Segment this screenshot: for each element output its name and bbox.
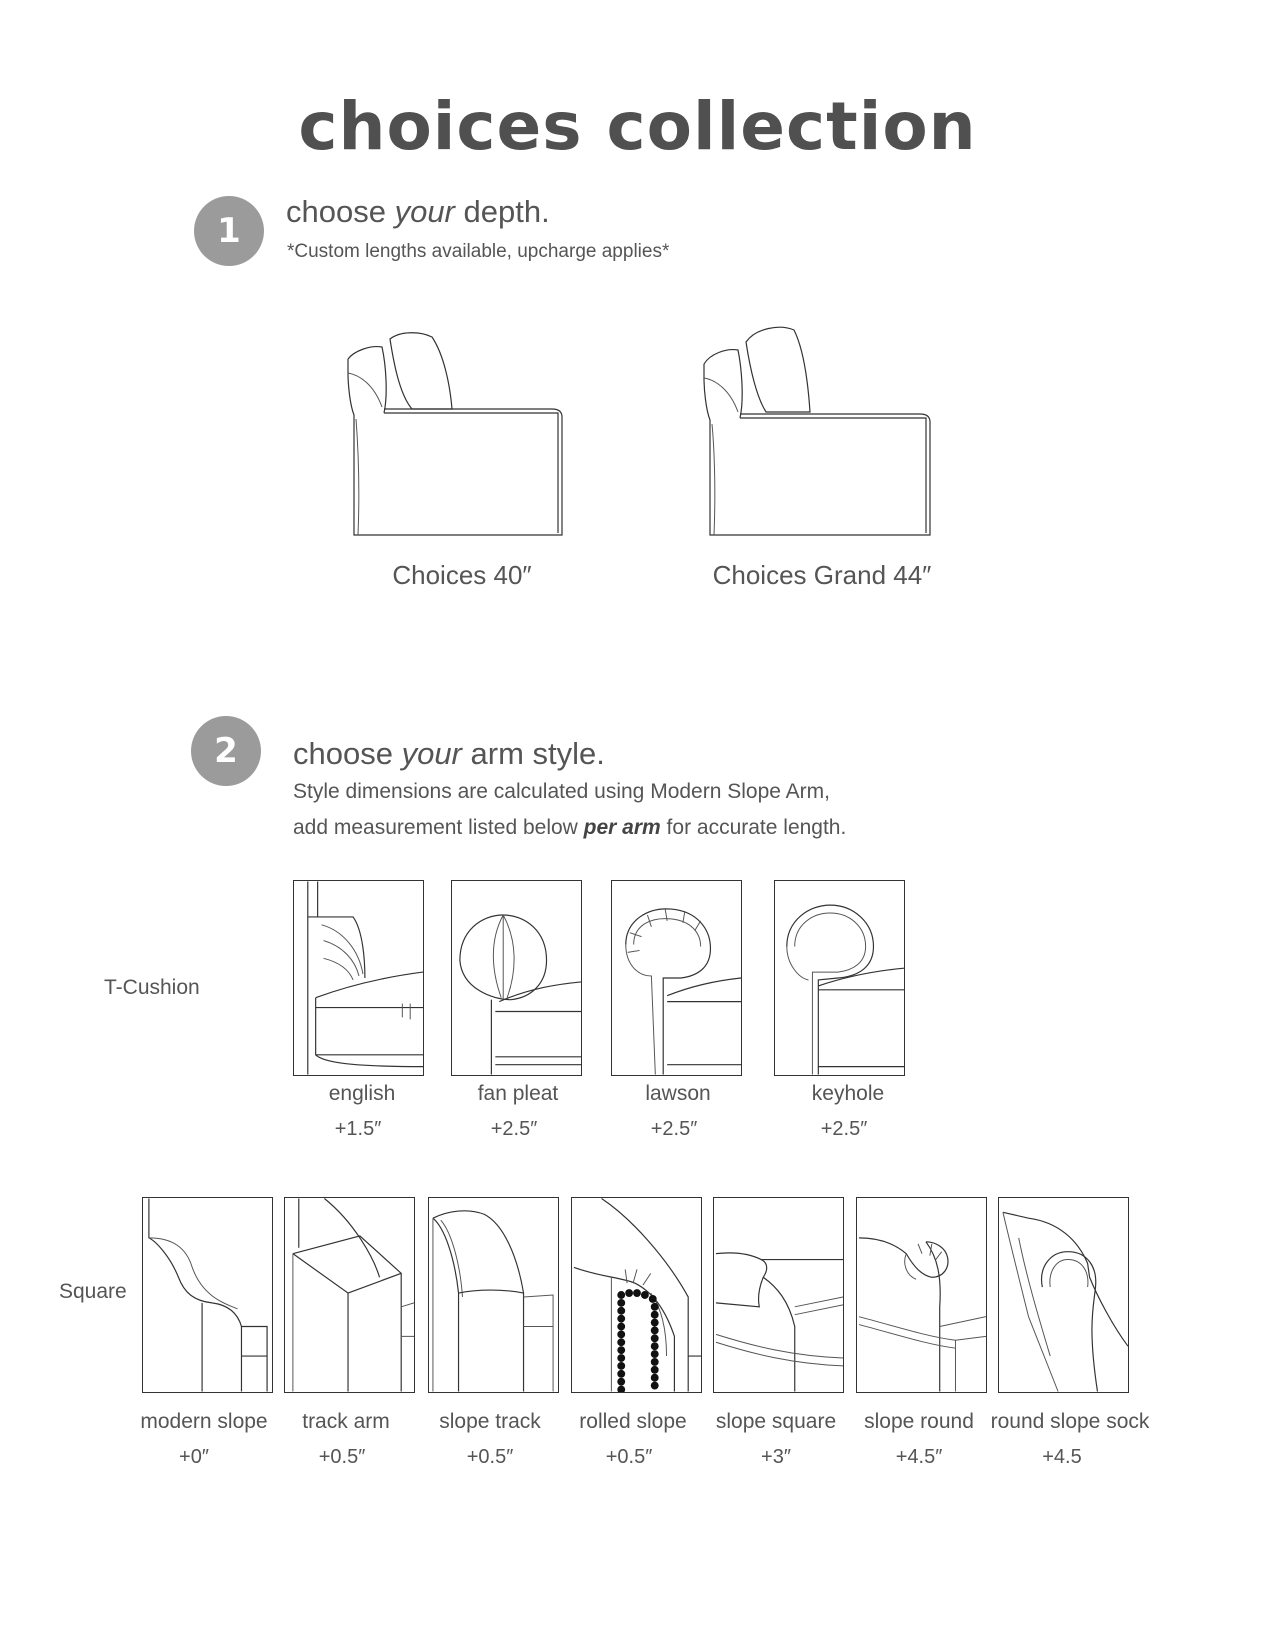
per-arm-emphasis: per arm [583, 816, 661, 839]
arm-slope-track-measure: +0.5″ [466, 1446, 514, 1468]
arm-rolled-slope-illustration [571, 1197, 702, 1393]
step-2-heading-post: arm style. [461, 736, 605, 771]
arm-round-slope-sock-illustration [998, 1197, 1129, 1393]
step-2-heading-em: your [401, 736, 462, 771]
arm-fan-pleat-measure: +2.5″ [490, 1118, 538, 1140]
arm-slope-track-name: slope track [439, 1410, 541, 1433]
page-title: choices collection [298, 88, 977, 165]
arm-english-measure: +1.5″ [334, 1118, 382, 1140]
arm-slope-square-measure: +3″ [761, 1446, 791, 1468]
arm-modern-slope-name: modern slope [140, 1410, 268, 1433]
step-2-heading [293, 736, 605, 772]
arm-english-illustration [293, 880, 424, 1076]
arm-english-name: english [328, 1082, 396, 1105]
arm-modern-slope-measure: +0″ [179, 1446, 209, 1468]
step-1-badge: 1 [194, 196, 264, 266]
arm-keyhole-name: keyhole [811, 1082, 885, 1105]
arm-lawson-name: lawson [645, 1082, 711, 1105]
sofa-grand-44-illustration [698, 320, 938, 540]
step-2-badge: 2 [191, 716, 261, 786]
step-1-heading-pre: choose [286, 194, 395, 229]
arm-slope-square-name: slope square [715, 1410, 837, 1433]
t-cushion-row-label: T-Cushion [104, 976, 200, 999]
arm-slope-track-illustration [428, 1197, 559, 1393]
arm-fan-pleat-name: fan pleat [477, 1082, 559, 1105]
sofa-40-illustration [340, 325, 570, 540]
step-2-heading-pre: choose [293, 736, 402, 771]
arm-round-slope-sock-measure: +4.5 [1042, 1446, 1082, 1468]
step-2-line2-post: for accurate length. [660, 816, 847, 839]
arm-track-arm-measure: +0.5″ [318, 1446, 366, 1468]
step-1-heading-em: your [394, 194, 455, 229]
arm-round-slope-sock-name: round slope sock [990, 1410, 1150, 1433]
arm-lawson-illustration [611, 880, 742, 1076]
arm-keyhole-illustration [774, 880, 905, 1076]
step-1-heading-post: depth. [454, 194, 550, 229]
arm-keyhole-measure: +2.5″ [820, 1118, 868, 1140]
step-2-description-line-1: Style dimensions are calculated using Modern Slope Arm, [293, 780, 830, 803]
step-1-heading [286, 194, 550, 230]
square-row-label: Square [59, 1280, 127, 1303]
depth-option-grand-44-label: Choices Grand 44″ [712, 560, 932, 590]
arm-rolled-slope-name: rolled slope [579, 1410, 687, 1433]
arm-slope-square-illustration [713, 1197, 844, 1393]
step-1-note: *Custom lengths available, upcharge applies* [287, 241, 670, 262]
arm-track-arm-name: track arm [302, 1410, 390, 1433]
step-2-description-line-2 [293, 816, 846, 840]
arm-track-arm-illustration [284, 1197, 415, 1393]
arm-modern-slope-illustration [142, 1197, 273, 1393]
arm-slope-round-measure: +4.5″ [895, 1446, 943, 1468]
arm-slope-round-illustration [856, 1197, 987, 1393]
arm-fan-pleat-illustration [451, 880, 582, 1076]
arm-lawson-measure: +2.5″ [650, 1118, 698, 1140]
arm-slope-round-name: slope round [864, 1410, 974, 1433]
step-2-line2-pre: add measurement listed below [293, 816, 584, 839]
depth-option-40-label: Choices 40″ [392, 560, 532, 590]
arm-rolled-slope-measure: +0.5″ [605, 1446, 653, 1468]
